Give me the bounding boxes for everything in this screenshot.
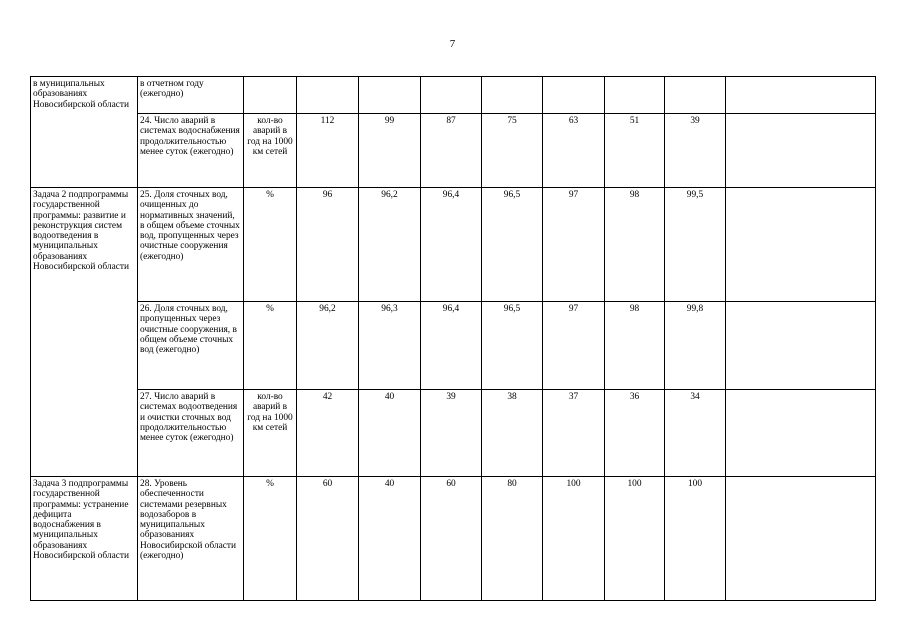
empty-cell xyxy=(726,477,876,601)
task-cell: Задача 2 подпрограммы государственной программы: развитие и реконструкция систем водоотведения в муниципальных образованиях Новосибирской области xyxy=(31,188,138,477)
value-cell: 63 xyxy=(543,114,605,188)
value-cell: 96,5 xyxy=(482,188,543,302)
table-row xyxy=(31,114,876,188)
indicator-cell: 24. Число аварий в системах водоснабжения продолжительностью менее суток (ежегодно) xyxy=(138,114,244,188)
value-cell: 100 xyxy=(665,477,726,601)
value-cell xyxy=(543,77,605,114)
value-cell: 99,8 xyxy=(665,302,726,390)
value-cell: 34 xyxy=(665,390,726,477)
value-cell: 98 xyxy=(605,302,665,390)
value-cell: 99,5 xyxy=(665,188,726,302)
table-row xyxy=(31,390,876,477)
value-cell: 96,2 xyxy=(297,302,359,390)
value-cell: 75 xyxy=(482,114,543,188)
value-cell: 36 xyxy=(605,390,665,477)
unit-cell xyxy=(244,77,297,114)
unit-cell: % xyxy=(244,188,297,302)
indicator-cell: 27. Число аварий в системах водоотведения и очистки сточных вод продолжительностью менее суток (ежегодно) xyxy=(138,390,244,477)
task-cell: в муниципальных образованиях Новосибирской области xyxy=(31,77,138,188)
value-cell: 38 xyxy=(482,390,543,477)
value-cell xyxy=(665,77,726,114)
value-cell: 98 xyxy=(605,188,665,302)
value-cell: 96,5 xyxy=(482,302,543,390)
value-cell: 60 xyxy=(421,477,482,601)
value-cell xyxy=(605,77,665,114)
value-cell: 100 xyxy=(605,477,665,601)
value-cell: 42 xyxy=(297,390,359,477)
table-row xyxy=(31,188,876,302)
page-number: 7 xyxy=(449,38,456,50)
value-cell: 87 xyxy=(421,114,482,188)
value-cell xyxy=(482,77,543,114)
value-cell: 40 xyxy=(359,390,421,477)
value-cell xyxy=(359,77,421,114)
table-row xyxy=(31,77,876,114)
indicator-cell: 25. Доля сточных вод, очищенных до нормативных значений, в общем объеме сточных вод, пропущенных через очистные сооружения (ежегодно) xyxy=(138,188,244,302)
value-cell: 51 xyxy=(605,114,665,188)
value-cell: 112 xyxy=(297,114,359,188)
value-cell: 39 xyxy=(421,390,482,477)
table-row xyxy=(31,302,876,390)
value-cell xyxy=(297,77,359,114)
empty-cell xyxy=(726,188,876,302)
indicator-cell: 28. Уровень обеспеченности системами резервных водозаборов в муниципальных образованиях Новосибирской области (ежегодно) xyxy=(138,477,244,601)
value-cell: 37 xyxy=(543,390,605,477)
task-cell: Задача 3 подпрограммы государственной программы: устранение дефицита водоснабжения в муниципальных образованиях Новосибирской области xyxy=(31,477,138,601)
value-cell: 99 xyxy=(359,114,421,188)
table-row xyxy=(31,477,876,601)
empty-cell xyxy=(726,390,876,477)
value-cell: 97 xyxy=(543,302,605,390)
indicator-cell: 26. Доля сточных вод, пропущенных через очистные сооружения, в общем объеме сточных вод (ежегодно) xyxy=(138,302,244,390)
value-cell: 39 xyxy=(665,114,726,188)
value-cell: 97 xyxy=(543,188,605,302)
value-cell: 96,2 xyxy=(359,188,421,302)
value-cell: 40 xyxy=(359,477,421,601)
value-cell: 96,3 xyxy=(359,302,421,390)
value-cell: 96 xyxy=(297,188,359,302)
value-cell: 80 xyxy=(482,477,543,601)
value-cell xyxy=(421,77,482,114)
value-cell: 60 xyxy=(297,477,359,601)
value-cell: 96,4 xyxy=(421,188,482,302)
unit-cell: % xyxy=(244,302,297,390)
unit-cell: кол-во аварий в год на 1000 км сетей xyxy=(244,390,297,477)
indicators-table xyxy=(30,76,876,601)
indicator-cell: в отчетном году (ежегодно) xyxy=(138,77,244,114)
empty-cell xyxy=(726,77,876,114)
unit-cell: % xyxy=(244,477,297,601)
value-cell: 100 xyxy=(543,477,605,601)
empty-cell xyxy=(726,114,876,188)
value-cell: 96,4 xyxy=(421,302,482,390)
empty-cell xyxy=(726,302,876,390)
unit-cell: кол-во аварий в год на 1000 км сетей xyxy=(244,114,297,188)
